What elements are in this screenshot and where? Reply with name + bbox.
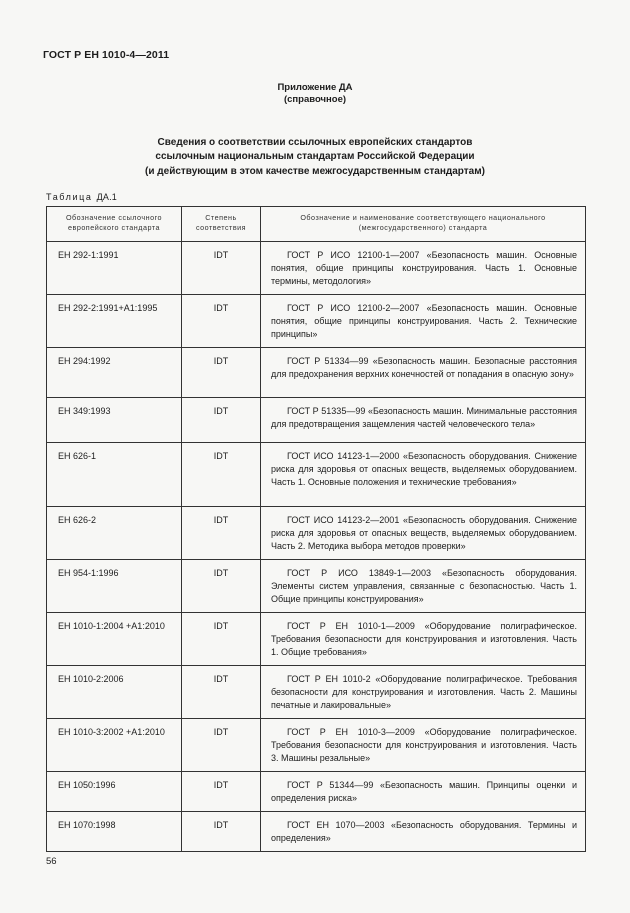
heading-line: ссылочным национальным стандартам Российской Федерации: [155, 151, 475, 163]
cell-european-standard: ЕН 294:1992: [47, 348, 182, 398]
cell-national-standard: [261, 242, 586, 295]
cell-degree: IDT: [182, 242, 261, 295]
national-standard-text: ГОСТ Р 51334—99 «Безопасность машин. Безопасные расстояния для предохранения верхних конечностей от попадания в опасную зону»: [271, 356, 577, 379]
cell-degree: IDT: [182, 295, 261, 348]
cell-degree: IDT: [182, 560, 261, 613]
cell-national-standard: [261, 719, 586, 772]
cell-european-standard: ЕН 1070:1998: [47, 812, 182, 852]
table-row: [47, 443, 586, 507]
cell-national-standard: [261, 772, 586, 812]
table-caption-label: Таблица: [46, 192, 93, 202]
cell-european-standard: ЕН 954-1:1996: [47, 560, 182, 613]
table-row: [47, 507, 586, 560]
table-header-row: [47, 207, 586, 242]
national-standard-text: ГОСТ ЕН 1070—2003 «Безопасность оборудования. Термины и определения»: [271, 820, 577, 843]
cell-european-standard: ЕН 1010-3:2002 +А1:2010: [47, 719, 182, 772]
table-row: [47, 348, 586, 398]
national-standard-text: ГОСТ Р 51335—99 «Безопасность машин. Минимальные расстояния для предотвращения защемления частей человеческого тела»: [271, 406, 577, 429]
cell-degree: IDT: [182, 398, 261, 443]
cell-degree: IDT: [182, 812, 261, 852]
column-header-national-standard: Обозначение и наименование соответствующего национального (межгосударственного) стандарта: [261, 207, 586, 242]
cell-european-standard: ЕН 292-2:1991+А1:1995: [47, 295, 182, 348]
table-row: [47, 613, 586, 666]
cell-european-standard: ЕН 349:1993: [47, 398, 182, 443]
table-row: [47, 719, 586, 772]
cell-national-standard: [261, 348, 586, 398]
table-row: [47, 772, 586, 812]
page-number: 56: [46, 856, 57, 867]
cell-national-standard: [261, 398, 586, 443]
table-row: [47, 666, 586, 719]
column-header-degree: Степень соответствия: [182, 207, 261, 242]
cell-degree: IDT: [182, 719, 261, 772]
cell-european-standard: ЕН 1010-2:2006: [47, 666, 182, 719]
cell-european-standard: ЕН 1010-1:2004 +А1:2010: [47, 613, 182, 666]
table-row: [47, 295, 586, 348]
cell-degree: IDT: [182, 772, 261, 812]
table-body: [47, 242, 586, 852]
national-standard-text: ГОСТ Р ИСО 12100-2—2007 «Безопасность машин. Основные понятия, общие принципы конструирования. Часть 2. Технические принципы»: [271, 303, 577, 339]
appendix-subtitle: (справочное): [283, 94, 347, 105]
cell-degree: IDT: [182, 613, 261, 666]
cell-national-standard: [261, 560, 586, 613]
cell-degree: IDT: [182, 666, 261, 719]
national-standard-text: ГОСТ Р ИСО 13849-1—2003 «Безопасность оборудования. Элементы систем управления, связанные с безопасностью. Часть 1. Общие принципы конструирования»: [271, 568, 577, 604]
correspondence-table: [46, 206, 586, 852]
cell-national-standard: [261, 443, 586, 507]
cell-national-standard: [261, 507, 586, 560]
table-row: [47, 398, 586, 443]
table-caption: [46, 192, 117, 202]
table-row: [47, 812, 586, 852]
cell-european-standard: ЕН 292-1:1991: [47, 242, 182, 295]
cell-european-standard: ЕН 1050:1996: [47, 772, 182, 812]
section-heading: [0, 136, 630, 179]
national-standard-text: ГОСТ ИСО 14123-1—2000 «Безопасность оборудования. Снижение риска для здоровья от опасных веществ, выделяемых оборудованием. Часть 1. Основные положения и технические требования»: [271, 451, 577, 487]
column-header-code: Обозначение ссылочного европейского стандарта: [47, 207, 182, 242]
table-row: [47, 560, 586, 613]
cell-degree: IDT: [182, 507, 261, 560]
national-standard-text: ГОСТ Р 51344—99 «Безопасность машин. Принципы оценки и определения риска»: [271, 780, 577, 803]
cell-national-standard: [261, 666, 586, 719]
table-caption-number: ДА.1: [96, 192, 118, 202]
national-standard-text: ГОСТ Р ЕН 1010-3—2009 «Оборудование полиграфическое. Требования безопасности для конструирования и изготовления. Часть 3. Машины резальные»: [271, 727, 577, 763]
cell-national-standard: [261, 295, 586, 348]
appendix-title: Приложение ДА: [277, 82, 353, 93]
heading-line: (и действующим в этом качестве межгосударственным стандартам): [145, 165, 485, 177]
document-id: ГОСТ Р ЕН 1010-4—2011: [43, 49, 170, 61]
national-standard-text: ГОСТ Р ИСО 12100-1—2007 «Безопасность машин. Основные понятия, общие принципы конструирования. Часть 1. Основные термины, методология»: [271, 250, 577, 286]
table-row: [47, 242, 586, 295]
cell-european-standard: ЕН 626-1: [47, 443, 182, 507]
cell-degree: IDT: [182, 348, 261, 398]
cell-european-standard: ЕН 626-2: [47, 507, 182, 560]
national-standard-text: ГОСТ Р ЕН 1010-2 «Оборудование полиграфическое. Требования безопасности для конструирования и изготовления. Часть 2. Машины печатные и лакировальные»: [271, 674, 577, 710]
national-standard-text: ГОСТ ИСО 14123-2—2001 «Безопасность оборудования. Снижение риска для здоровья от опасных веществ, выделяемых оборудованием. Часть 2. Методика выбора методов проверки»: [271, 515, 577, 551]
heading-line: Сведения о соответствии ссылочных европейских стандартов: [157, 137, 473, 148]
cell-national-standard: [261, 812, 586, 852]
national-standard-text: ГОСТ Р ЕН 1010-1—2009 «Оборудование полиграфическое. Требования безопасности для конструирования и изготовления. Часть 1. Общие требования»: [271, 621, 577, 657]
cell-national-standard: [261, 613, 586, 666]
cell-degree: IDT: [182, 443, 261, 507]
